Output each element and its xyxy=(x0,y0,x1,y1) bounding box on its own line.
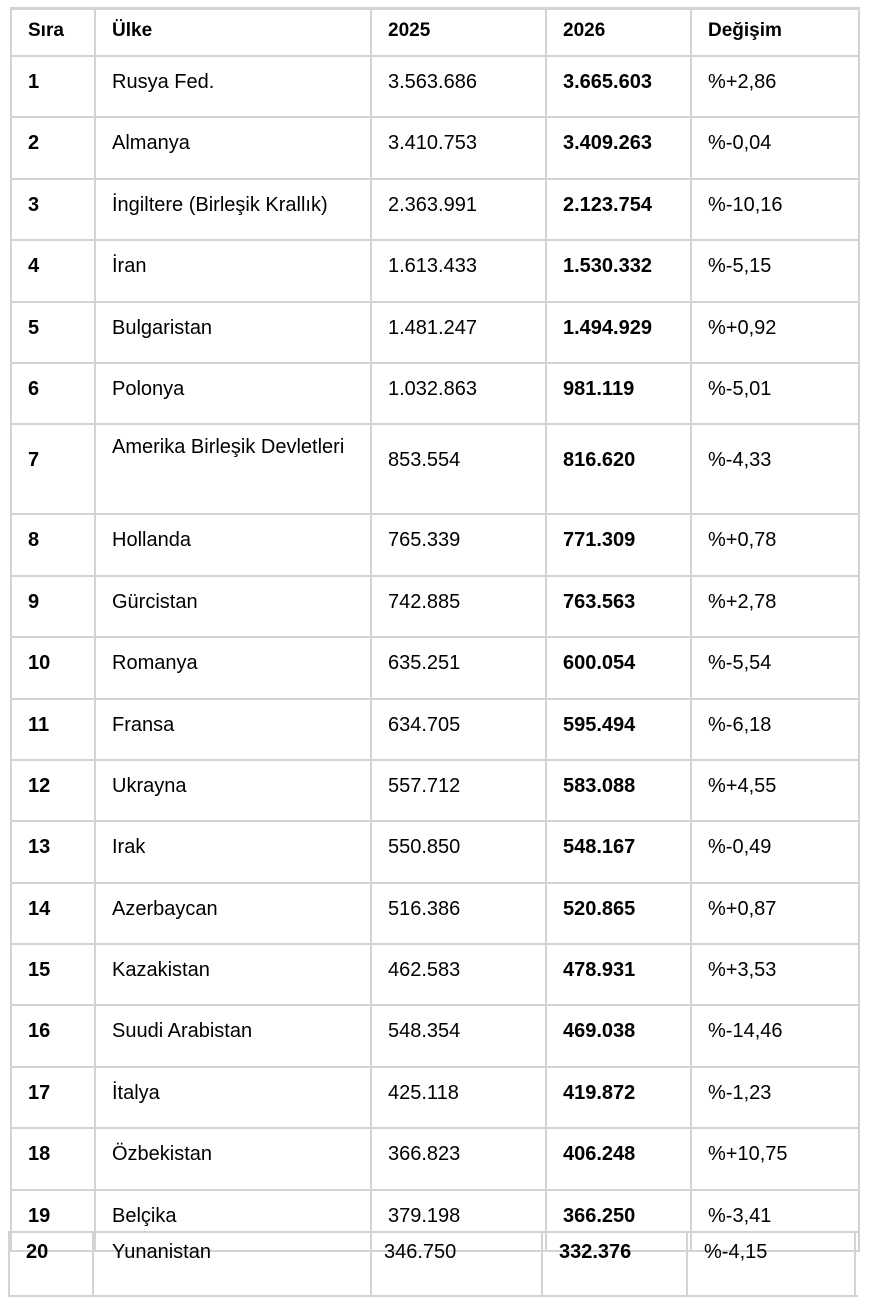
cell-country: Ukrayna xyxy=(96,761,372,820)
table-header-row xyxy=(10,7,860,57)
table-row xyxy=(10,638,860,699)
cell-change: %-1,23 xyxy=(692,1068,860,1127)
table-row xyxy=(10,1129,860,1190)
cell-rank: 20 xyxy=(8,1233,94,1295)
cell-change: %+10,75 xyxy=(692,1129,860,1188)
cell-country: Bulgaristan xyxy=(96,303,372,362)
table-row xyxy=(10,577,860,638)
cell-value-2026: 406.248 xyxy=(547,1129,692,1188)
cell-country: Suudi Arabistan xyxy=(96,1006,372,1065)
cell-rank: 7 xyxy=(10,425,96,513)
cell-value-2026: 469.038 xyxy=(547,1006,692,1065)
table-row xyxy=(10,303,860,364)
cell-value-2025: 548.354 xyxy=(372,1006,547,1065)
cell-value-2026: 3.409.263 xyxy=(547,118,692,177)
cell-country: Irak xyxy=(96,822,372,881)
table-row xyxy=(10,700,860,761)
cell-rank: 10 xyxy=(10,638,96,697)
cell-rank: 18 xyxy=(10,1129,96,1188)
cell-change: %-0,04 xyxy=(692,118,860,177)
cell-value-2026: 600.054 xyxy=(547,638,692,697)
cell-rank: 11 xyxy=(10,700,96,759)
cell-value-2026: 771.309 xyxy=(547,515,692,574)
cell-value-2025: 634.705 xyxy=(372,700,547,759)
cell-country: Amerika Birleşik Devletleri xyxy=(96,425,372,513)
cell-rank: 3 xyxy=(10,180,96,239)
cell-change: %-6,18 xyxy=(692,700,860,759)
cell-rank: 4 xyxy=(10,241,96,300)
cell-value-2025: 765.339 xyxy=(372,515,547,574)
cell-value-2026: 548.167 xyxy=(547,822,692,881)
table-row xyxy=(10,761,860,822)
cell-value-2025: 1.032.863 xyxy=(372,364,547,423)
table-row xyxy=(10,241,860,302)
cell-country: Romanya xyxy=(96,638,372,697)
cell-value-2025: 516.386 xyxy=(372,884,547,943)
cell-value-2025: 550.850 xyxy=(372,822,547,881)
cell-change: %+0,87 xyxy=(692,884,860,943)
table-row xyxy=(10,945,860,1006)
cell-change: %-5,54 xyxy=(692,638,860,697)
cell-value-2026: 2.123.754 xyxy=(547,180,692,239)
cell-value-2026: 419.872 xyxy=(547,1068,692,1127)
cell-rank: 6 xyxy=(10,364,96,423)
cell-country: Belçika xyxy=(96,1191,372,1250)
cell-country: İngiltere (Birleşik Krallık) xyxy=(96,180,372,239)
cell-value-2026: 366.250 xyxy=(547,1191,692,1250)
cell-rank: 12 xyxy=(10,761,96,820)
cell-value-2025: 1.481.247 xyxy=(372,303,547,362)
cell-value-2025: 635.251 xyxy=(372,638,547,697)
cell-value-2025: 2.363.991 xyxy=(372,180,547,239)
cell-value-2026: 763.563 xyxy=(547,577,692,636)
cell-value-2025: 557.712 xyxy=(372,761,547,820)
header-rank: Sıra xyxy=(10,10,96,55)
cell-value-2025: 3.563.686 xyxy=(372,57,547,116)
cell-value-2026: 478.931 xyxy=(547,945,692,1004)
cell-value-2025: 346.750 xyxy=(368,1233,543,1295)
table-row xyxy=(10,884,860,945)
cell-change: %-14,46 xyxy=(692,1006,860,1065)
cell-country: Özbekistan xyxy=(96,1129,372,1188)
table-row xyxy=(10,1006,860,1067)
cell-rank: 2 xyxy=(10,118,96,177)
cell-value-2025: 853.554 xyxy=(372,425,547,513)
cell-value-2026: 583.088 xyxy=(547,761,692,820)
cell-rank: 16 xyxy=(10,1006,96,1065)
cell-change: %+0,92 xyxy=(692,303,860,362)
cell-change: %+2,78 xyxy=(692,577,860,636)
table-row xyxy=(8,1231,858,1297)
cell-value-2026: 332.376 xyxy=(543,1233,688,1295)
table-row xyxy=(10,515,860,576)
cell-rank: 9 xyxy=(10,577,96,636)
statistics-table xyxy=(10,7,860,1263)
cell-rank: 15 xyxy=(10,945,96,1004)
cell-country: Yunanistan xyxy=(96,1233,372,1295)
cell-rank: 5 xyxy=(10,303,96,362)
cell-rank: 19 xyxy=(10,1191,96,1250)
cell-country: Kazakistan xyxy=(96,945,372,1004)
cell-country: Azerbaycan xyxy=(96,884,372,943)
table-row xyxy=(10,57,860,118)
cell-value-2025: 3.410.753 xyxy=(372,118,547,177)
cell-rank: 1 xyxy=(10,57,96,116)
cell-rank: 14 xyxy=(10,884,96,943)
cell-change: %-5,15 xyxy=(692,241,860,300)
cell-rank: 8 xyxy=(10,515,96,574)
table-row xyxy=(10,118,860,179)
cell-change: %-10,16 xyxy=(692,180,860,239)
cell-change: %-4,33 xyxy=(692,425,860,513)
cell-country: Hollanda xyxy=(96,515,372,574)
cell-rank: 17 xyxy=(10,1068,96,1127)
cell-value-2026: 1.494.929 xyxy=(547,303,692,362)
cell-change: %-3,41 xyxy=(692,1191,860,1250)
cell-value-2025: 462.583 xyxy=(372,945,547,1004)
cell-change: %-5,01 xyxy=(692,364,860,423)
cell-change: %-4,15 xyxy=(688,1233,856,1295)
cell-country: Rusya Fed. xyxy=(96,57,372,116)
cell-rank: 13 xyxy=(10,822,96,881)
cell-change: %+2,86 xyxy=(692,57,860,116)
cell-value-2026: 1.530.332 xyxy=(547,241,692,300)
cell-country: Polonya xyxy=(96,364,372,423)
cell-value-2026: 981.119 xyxy=(547,364,692,423)
cell-change: %+3,53 xyxy=(692,945,860,1004)
cell-value-2026: 520.865 xyxy=(547,884,692,943)
cell-value-2026: 816.620 xyxy=(547,425,692,513)
cell-country: Fransa xyxy=(96,700,372,759)
header-value-2026: 2026 xyxy=(547,10,692,55)
cell-change: %+4,55 xyxy=(692,761,860,820)
cell-value-2025: 379.198 xyxy=(372,1191,547,1250)
cell-country: İran xyxy=(96,241,372,300)
cell-change: %+0,78 xyxy=(692,515,860,574)
table-row xyxy=(10,822,860,883)
header-value-2025: 2025 xyxy=(372,10,547,55)
cell-change: %-0,49 xyxy=(692,822,860,881)
header-change: Değişim xyxy=(692,10,860,55)
table-bottom-edge xyxy=(8,1291,858,1301)
table-row xyxy=(10,425,860,515)
cell-value-2025: 742.885 xyxy=(372,577,547,636)
cell-value-2025: 1.613.433 xyxy=(372,241,547,300)
cell-value-2025: 425.118 xyxy=(372,1068,547,1127)
table-row xyxy=(10,364,860,425)
cell-country: Gürcistan xyxy=(96,577,372,636)
cell-country: İtalya xyxy=(96,1068,372,1127)
table-row xyxy=(10,1068,860,1129)
header-country: Ülke xyxy=(96,10,372,55)
cell-value-2026: 3.665.603 xyxy=(547,57,692,116)
cell-value-2025: 366.823 xyxy=(372,1129,547,1188)
cell-value-2026: 595.494 xyxy=(547,700,692,759)
table-row xyxy=(10,180,860,241)
cell-country: Almanya xyxy=(96,118,372,177)
